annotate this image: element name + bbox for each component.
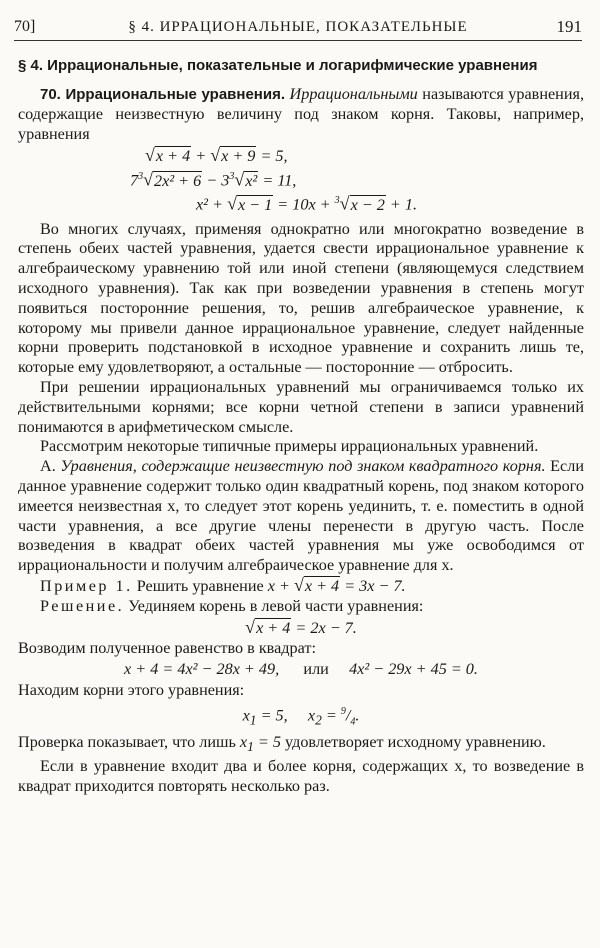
roots-text: Находим корни этого уравнения: [18, 680, 245, 699]
part-a-text: Если данное уравнение содержит только один квадратный корень, под знаком которого имеется неизвестная x, то следует этот корень уединить, т. е. поместить в одной части уравнения, а все другие члены перенести в другую часть. После возведения в квадрат обеих частей уравнения мы уже освободимся от иррациональности и получим алгебраическое уравнение для x. [18, 457, 584, 575]
squared-equation: x + 4 = 4x² − 28x + 49, или 4x² − 29x + 45 = 0. [124, 660, 478, 679]
example-label: Пример 1. [40, 576, 133, 595]
page-number: 191 [556, 17, 582, 36]
check-text-after: удовлетворяет исходному уравнению. [280, 733, 546, 752]
header-left: 70] [14, 18, 36, 35]
paragraph-intro [18, 85, 584, 144]
solution-text: Уединяем корень в левой части уравнения: [124, 596, 424, 615]
example-text: Решить уравнение [132, 576, 268, 595]
part-a-heading: Уравнения, содержащие неизвестную под знаком квадратного корня. [60, 457, 546, 476]
solution-label: Решение. [40, 596, 125, 615]
header-center: § 4. ИРРАЦИОНАЛЬНЫЕ, ПОКАЗАТЕЛЬНЫЕ [128, 19, 468, 35]
paragraph-part-a [18, 457, 584, 576]
or-word: или [303, 660, 329, 679]
final-paragraph: Если в уравнение входит два и более корня, содержащих x, то возведение в квадрат приходится повторять несколько раз. [18, 757, 584, 795]
page-content [18, 56, 584, 797]
check-paragraph [18, 733, 584, 757]
equation-2: $7^3√2x^2 + 6 - 3^3√x^2 = 11$, [130, 169, 297, 190]
equation-1: √x + 4 + √x + 9 = 5, [145, 145, 288, 166]
running-header [14, 14, 582, 41]
paragraph-method: Во многих случаях, применяя однократно или многократно возведение в степень обеих частей уравнения, удается свести иррациональное уравнение к алгебраическому уравнению той или иной степени (являющемуся следствием исходного уравнения). Так как при возведении уравнения в степень могут появиться посторонние решения, то, решив алгебраическое уравнение, к которому мы привели данное иррациональное уравнение, следует найденные корни проверить подстановкой в исходное уравнение и сохранить лишь те, которые ему удовлетворяют, а остальные — посторонние — отбросить. [18, 219, 584, 377]
example-1 [18, 576, 584, 597]
example-equation: x + √x + 4 = 3x − 7. [267, 574, 406, 595]
section-title: § 4. Иррациональные, показательные и логарифмические уравнения [18, 57, 538, 74]
equation-3: x² + √x − 1 = 10x + $^3$√x − 2 + 1. [196, 193, 418, 214]
paragraph-examples-intro: Рассмотрим некоторые типичные примеры иррациональных уравнений. [40, 437, 539, 456]
roots-equation: $x_1 = 5$, $x_2 = ^9/_4$. [242, 705, 360, 728]
squaring-text: Возводим полученное равенство в квадрат: [18, 639, 316, 658]
solution [18, 597, 584, 617]
part-a-label: А. [40, 457, 56, 476]
term-irrational: Иррациональными [289, 85, 418, 103]
check-text-before: Проверка показывает, что лишь [18, 733, 240, 752]
subsection-heading: 70. Иррациональные уравнения. [40, 86, 286, 103]
check-root: $x_1 = 5$ [239, 733, 281, 755]
intro-text: называются уравнения, содержащие неизвестную величину под знаком корня. Таковы, например, уравнения [18, 85, 584, 143]
isolated-root-equation: √x + 4 = 2x − 7. [245, 616, 357, 637]
example-equations [18, 146, 584, 215]
paragraph-real-roots: При решении иррациональных уравнений мы ограничиваемся только их действительными корнями; все корни четной степени в записи уравнений понимаются в арифметическом смысле. [18, 377, 584, 436]
